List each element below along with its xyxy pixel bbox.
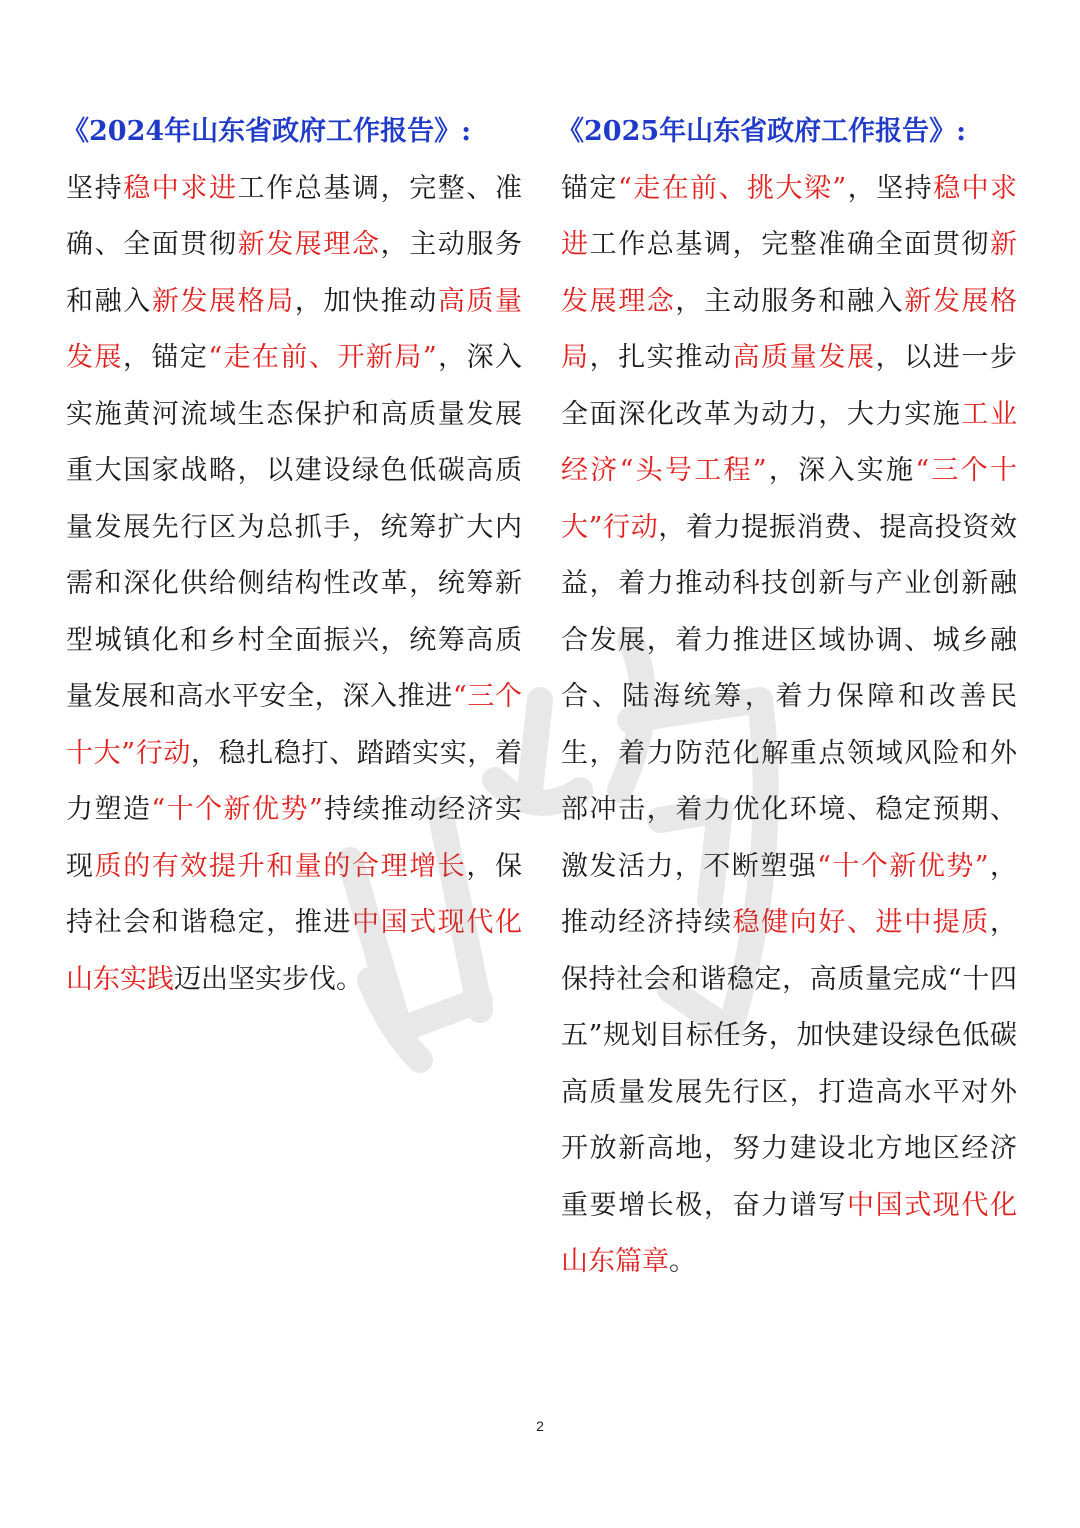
highlighted-phrase: “十个新优势” (151, 794, 323, 825)
highlighted-phrase: “十个新优势” (817, 850, 989, 882)
text-run: ，保持社会和谐稳定，推进 (66, 850, 523, 938)
left-column-body (66, 173, 522, 995)
highlighted-phrase: 质的有效提升和量的合理增长 (94, 850, 467, 882)
text-run: ，保持社会和谐稳定，高质量完成“十四五”规划目标任务，加快建设绿色低碳高质量发展先行区，打造高水平对外开放新高地，努力建设北方地区经济重要增长极，奋力谱写 (561, 907, 1018, 1221)
highlighted-phrase: 中国式现代化山东实践 (66, 907, 522, 995)
text-run: 迈出坚实步伐。 (174, 963, 363, 995)
text-run: 工作总基调，完整、准确、全面贯彻 (66, 172, 523, 260)
right-column-heading: 《2025年山东省政府工作报告》: (557, 116, 967, 147)
text-run: 坚持 (66, 172, 124, 204)
text-run: ，推动经济持续 (561, 850, 1018, 938)
highlighted-phrase: 稳中求进 (123, 172, 238, 204)
highlighted-phrase: 工业经济“头号工程” (561, 398, 1018, 486)
text-run: 锚定 (561, 172, 618, 204)
text-run: ，主动服务和融入 (66, 229, 523, 317)
text-run: ，稳扎稳打、踏踏实实，着力塑造 (66, 737, 523, 825)
text-run: 。 (669, 1246, 696, 1277)
highlighted-phrase: “三个十大”行动 (66, 681, 522, 769)
text-run: 持续推动经济实现 (66, 794, 523, 882)
highlighted-phrase: 新发展格局 (561, 285, 1018, 373)
text-run: ，主动服务和融入 (675, 285, 905, 317)
highlighted-phrase: 中国式现代化山东篇章 (561, 1189, 1017, 1277)
highlighted-phrase: “三个十大”行动 (561, 455, 1017, 543)
right-column-2025 (557, 104, 1018, 1291)
highlighted-phrase: 新发展理念 (561, 229, 1018, 317)
highlighted-phrase: 新发展理念 (237, 229, 381, 260)
text-run: ，着力提振消费、提高投资效益，着力推动科技创新与产业创新融合发展，着力推进区域协调、城乡融合、陆海统筹，着力保障和改善民生，着力防范化解重点领域风险和外部冲击，着力优化环境、稳定预期、激发活力，不断塑强 (561, 511, 1017, 882)
highlighted-phrase: 稳中求进 (561, 172, 1018, 260)
text-run: ，以进一步全面深化改革为动力，大力实施 (561, 342, 1018, 430)
highlighted-phrase: 高质量发展 (66, 285, 523, 373)
highlighted-phrase: “走在前、挑大梁” (617, 172, 847, 204)
text-run: 工作总基调，完整准确全面贯彻 (589, 229, 991, 260)
text-run: ，加快推动 (294, 285, 438, 317)
left-column-2024 (62, 104, 523, 1008)
text-run: ，坚持 (846, 172, 934, 204)
page-number: 2 (536, 1418, 544, 1434)
highlighted-phrase: 稳健向好、进中提质 (732, 907, 991, 938)
text-run: ，扎实推动 (589, 342, 733, 373)
left-column-heading: 《2024年山东省政府工作报告》: (62, 116, 472, 147)
highlighted-phrase: “走在前、开新局” (208, 342, 437, 373)
highlighted-phrase: 高质量发展 (732, 342, 876, 373)
right-column-body (561, 173, 1017, 1278)
highlighted-phrase: 新发展格局 (151, 285, 295, 317)
text-run: ，锚定 (122, 342, 209, 373)
text-run: ，深入实施 (766, 455, 916, 486)
text-run: ，深入实施黄河流域生态保护和高质量发展重大国家战略，以建设绿色低碳高质量发展先行区为总抓手，统筹扩大内需和深化供给侧结构性改革，统筹新型城镇化和乡村全面振兴，统筹高质量发展和高水平安全，深入推进 (66, 342, 523, 712)
